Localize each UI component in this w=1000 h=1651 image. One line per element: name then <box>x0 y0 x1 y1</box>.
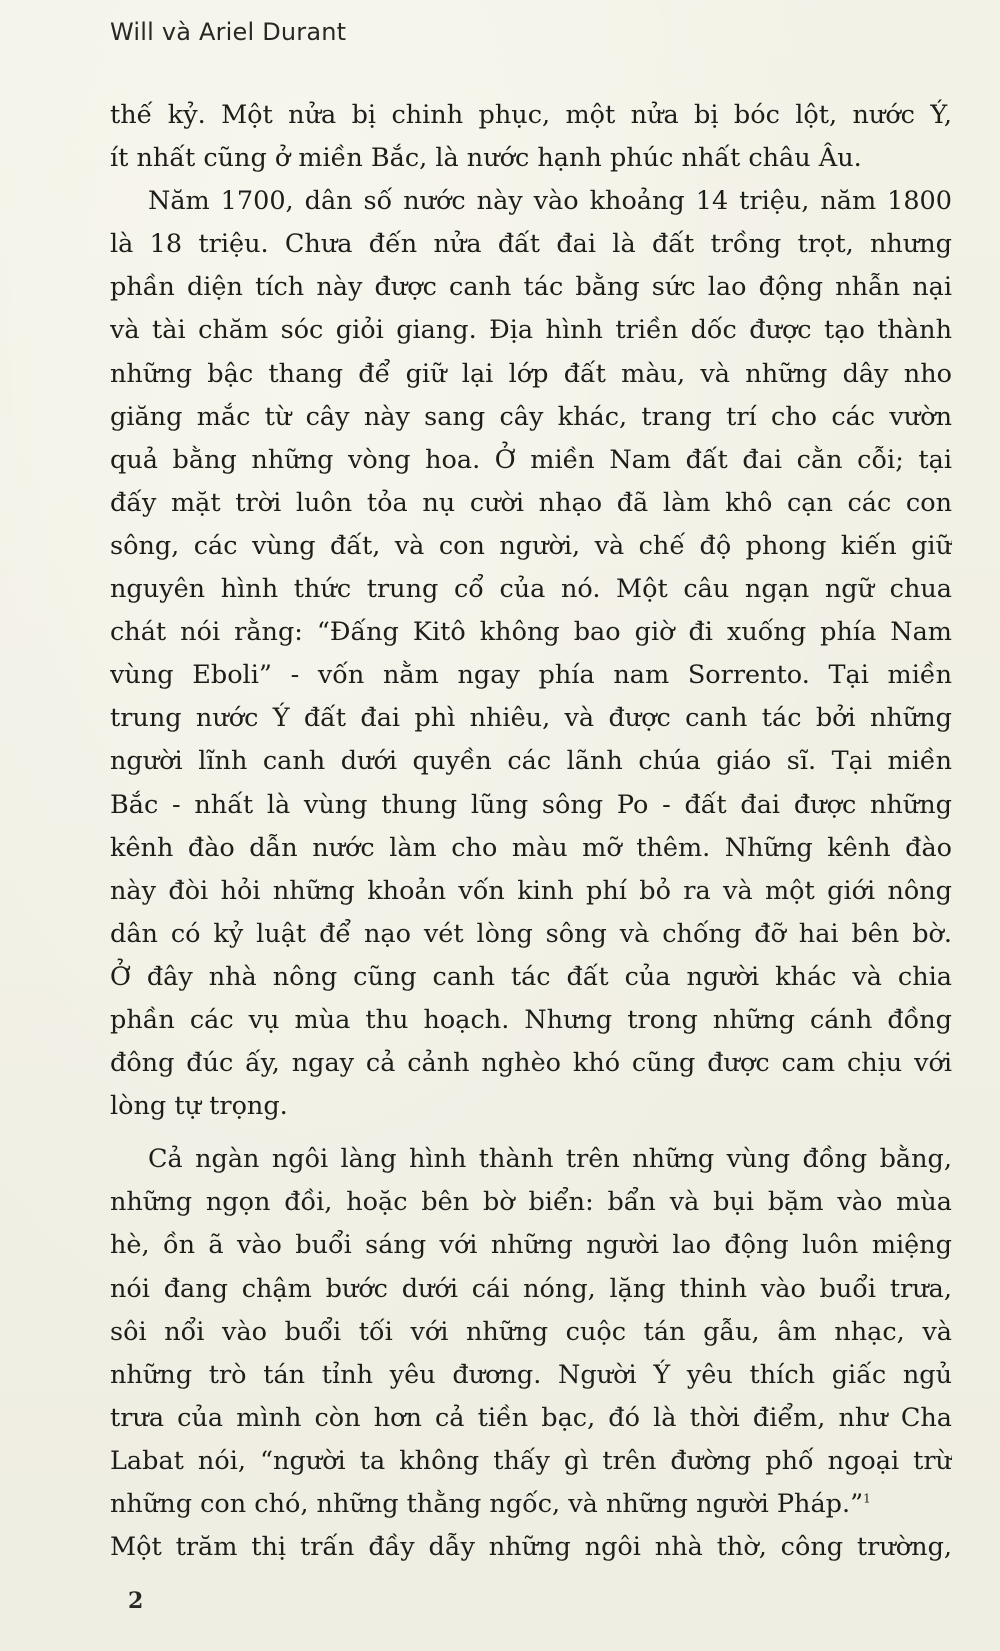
text-line: chát nói rằng: “Đấng Kitô không bao giờ đi xuống phía Nam <box>110 617 952 648</box>
text-line: này đòi hỏi những khoản vốn kinh phí bỏ ra và một giới nông <box>110 875 952 906</box>
text-line: phần các vụ mùa thu hoạch. Nhưng trong những cánh đồng <box>110 1004 952 1035</box>
text-line: sông, các vùng đất, và con người, và chế độ phong kiến giữ <box>110 530 952 561</box>
text-line-with-footnote <box>110 1483 952 1526</box>
text-line: Labat nói, “người ta không thấy gì trên đường phố ngoại trừ <box>110 1445 952 1476</box>
text-line: Bắc - nhất là vùng thung lũng sông Po - đất đai được những <box>110 789 952 820</box>
text-line: phần diện tích này được canh tác bằng sức lao động nhẫn nại <box>110 272 952 303</box>
text-line: trưa của mình còn hơn cả tiền bạc, đó là thời điểm, như Cha <box>110 1402 952 1433</box>
text-line: hè, ồn ã vào buổi sáng với những người lao động luôn miệng <box>110 1230 952 1261</box>
footnote-marker: 1 <box>863 1491 871 1506</box>
text-line: và tài chăm sóc giỏi giang. Địa hình triền dốc được tạo thành <box>110 315 952 346</box>
text-line: vùng Eboli” - vốn nằm ngay phía nam Sorrento. Tại miền <box>110 660 952 691</box>
text-line: ít nhất cũng ở miền Bắc, là nước hạnh phúc nhất châu Âu. <box>110 143 862 174</box>
text-line: nói đang chậm bước dưới cái nóng, lặng thinh vào buổi trưa, <box>110 1273 952 1304</box>
text-line: giăng mắc từ cây này sang cây khác, trang trí cho các vườn <box>110 401 952 432</box>
page-number: 2 <box>128 1588 144 1614</box>
text-line: là 18 triệu. Chưa đến nửa đất đai là đất trồng trọt, nhưng <box>110 229 952 260</box>
text-line: những con chó, những thằng ngốc, và những người Pháp.” <box>110 1489 864 1519</box>
text-line: Ở đây nhà nông cũng canh tác đất của người khác và chia <box>110 961 952 992</box>
text-line: những ngọn đồi, hoặc bên bờ biển: bẩn và bụi bặm vào mùa <box>110 1187 952 1218</box>
text-line: lòng tự trọng. <box>110 1091 288 1122</box>
text-line: những trò tán tỉnh yêu đương. Người Ý yêu thích giấc ngủ <box>110 1359 952 1390</box>
text-line: kênh đào dẫn nước làm cho màu mỡ thêm. Những kênh đào <box>110 832 952 863</box>
text-line: nguyên hình thức trung cổ của nó. Một câu ngạn ngữ chua <box>110 574 952 605</box>
text-line: sôi nổi vào buổi tối với những cuộc tán gẫu, âm nhạc, và <box>110 1316 952 1347</box>
paragraph-1 <box>110 94 952 180</box>
text-line: Năm 1700, dân số nước này vào khoảng 14 triệu, năm 1800 <box>148 186 952 217</box>
text-line: đông đúc ấy, ngay cả cảnh nghèo khó cũng được cam chịu với <box>110 1048 952 1079</box>
text-line: quả bằng những vòng hoa. Ở miền Nam đất đai cằn cỗi; tại <box>110 444 952 475</box>
text-line: Cả ngàn ngôi làng hình thành trên những vùng đồng bằng, <box>148 1144 952 1175</box>
text-line: những bậc thang để giữ lại lớp đất màu, và những dây nho <box>110 358 952 389</box>
body-text <box>110 94 952 1569</box>
paragraph-3 <box>110 1138 952 1569</box>
text-line: Một trăm thị trấn đầy dẫy những ngôi nhà thờ, công trường, <box>110 1532 952 1563</box>
paragraph-2 <box>110 180 952 1128</box>
text-line: đấy mặt trời luôn tỏa nụ cười nhạo đã làm khô cạn các con <box>110 487 952 518</box>
text-line: thế kỷ. Một nửa bị chinh phục, một nửa bị bóc lột, nước Ý, <box>110 100 952 130</box>
text-line: người lĩnh canh dưới quyền các lãnh chúa giáo sĩ. Tại miền <box>110 746 952 777</box>
text-line: dân có kỷ luật để nạo vét lòng sông và chống đỡ hai bên bờ. <box>110 918 952 949</box>
text-line: trung nước Ý đất đai phì nhiêu, và được canh tác bởi những <box>110 703 952 734</box>
running-header: Will và Ariel Durant <box>110 18 347 46</box>
